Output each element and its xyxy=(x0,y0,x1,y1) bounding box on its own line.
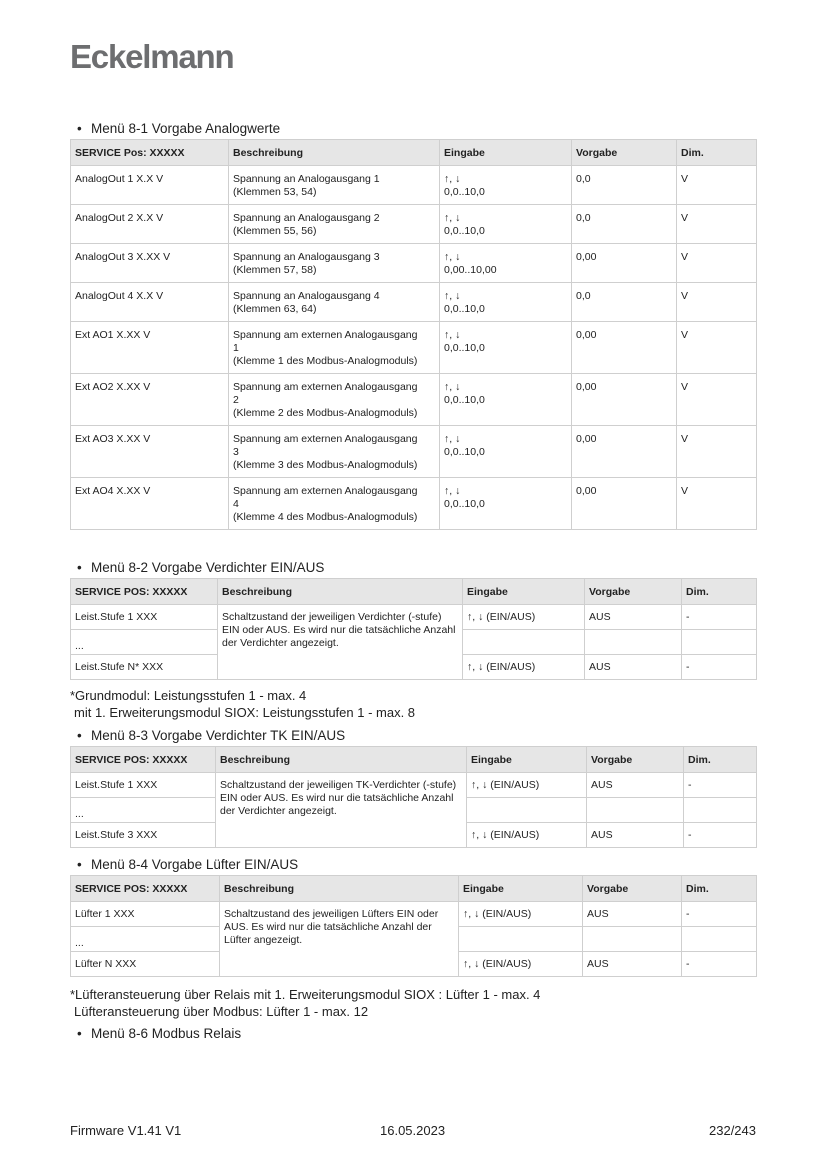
column-header-default: Vorgabe xyxy=(583,876,682,902)
table-row xyxy=(71,478,757,530)
cell-dim: V xyxy=(677,166,757,205)
cell-default: 0,00 xyxy=(572,374,677,426)
cell-dim: V xyxy=(677,205,757,244)
cell-pos: Leist.Stufe 1 XXX xyxy=(71,773,216,798)
cell-desc: Spannung am externen Analogausgang 4 (Klemme 4 des Modbus-Analogmoduls) xyxy=(229,478,440,530)
cell-input: ↑, ↓ (EIN/AUS) xyxy=(459,902,583,927)
note-compressor-2: mit 1. Erweiterungsmodul SIOX: Leistungsstufen 1 - max. 8 xyxy=(74,705,416,720)
cell-dim: V xyxy=(677,426,757,478)
section-heading-8-6 xyxy=(77,1026,241,1041)
column-header-input: Eingabe xyxy=(463,579,585,605)
cell-pos: ... xyxy=(71,630,218,655)
cell-default: 0,0 xyxy=(572,205,677,244)
cell-desc: Spannung am externen Analogausgang 1 (Klemme 1 des Modbus-Analogmoduls) xyxy=(229,322,440,374)
cell-input: ↑, ↓ (EIN/AUS) xyxy=(467,823,587,848)
cell-dim xyxy=(684,798,757,823)
section-heading-8-4 xyxy=(77,857,298,872)
cell-input xyxy=(459,927,583,952)
cell-input: ↑, ↓ 0,0..10,0 xyxy=(440,426,572,478)
cell-dim: - xyxy=(682,952,757,977)
cell-pos: AnalogOut 2 X.X V xyxy=(71,205,229,244)
column-header-default: Vorgabe xyxy=(587,747,684,773)
cell-input: ↑, ↓ (EIN/AUS) xyxy=(467,773,587,798)
cell-default: 0,00 xyxy=(572,478,677,530)
column-header-input: Eingabe xyxy=(467,747,587,773)
cell-desc: Spannung am externen Analogausgang 3 (Klemme 3 des Modbus-Analogmoduls) xyxy=(229,426,440,478)
bullet-icon: • xyxy=(77,1026,82,1041)
table-row xyxy=(71,205,757,244)
analog-values-table xyxy=(70,139,757,530)
heading-text: Menü 8-4 Vorgabe Lüfter EIN/AUS xyxy=(91,857,299,872)
column-header-desc: Beschreibung xyxy=(229,140,440,166)
cell-desc: Spannung an Analogausgang 2 (Klemmen 55, 56) xyxy=(229,205,440,244)
brand-logo: Eckelmann xyxy=(70,38,234,75)
table-header-row xyxy=(71,579,757,605)
cell-default: AUS xyxy=(585,605,682,630)
cell-desc: Schaltzustand der jeweiligen TK-Verdichter (-stufe) EIN oder AUS. Es wird nur die tatsächliche Anzahl der Verdichter angezeigt. xyxy=(216,773,467,848)
footer-date: 16.05.2023 xyxy=(380,1123,446,1138)
cell-pos: Ext AO1 X.XX V xyxy=(71,322,229,374)
cell-dim: V xyxy=(677,374,757,426)
cell-default: 0,0 xyxy=(572,166,677,205)
cell-default xyxy=(583,927,682,952)
cell-default: AUS xyxy=(587,773,684,798)
cell-pos: Lüfter 1 XXX xyxy=(71,902,220,927)
cell-dim: - xyxy=(684,773,757,798)
cell-input: ↑, ↓ (EIN/AUS) xyxy=(463,605,585,630)
bullet-icon: • xyxy=(77,728,82,743)
cell-dim: - xyxy=(682,655,757,680)
cell-pos: AnalogOut 3 X.XX V xyxy=(71,244,229,283)
cell-desc: Spannung an Analogausgang 3 (Klemmen 57, 58) xyxy=(229,244,440,283)
column-header-input: Eingabe xyxy=(459,876,583,902)
column-header-dim: Dim. xyxy=(684,747,757,773)
cell-dim xyxy=(682,630,757,655)
table-row xyxy=(71,322,757,374)
cell-dim: - xyxy=(684,823,757,848)
cell-input: ↑, ↓ 0,0..10,0 xyxy=(440,322,572,374)
section-heading-8-2 xyxy=(77,560,324,575)
bullet-icon: • xyxy=(77,121,82,136)
cell-input: ↑, ↓ (EIN/AUS) xyxy=(459,952,583,977)
note-fan-1: *Lüfteransteuerung über Relais mit 1. Erweiterungsmodul SIOX : Lüfter 1 - max. 4 xyxy=(70,987,541,1002)
column-header-dim: Dim. xyxy=(677,140,757,166)
note-fan-2: Lüfteransteuerung über Modbus: Lüfter 1 - max. 12 xyxy=(74,1004,369,1019)
fan-table xyxy=(70,875,757,977)
table-row xyxy=(71,902,757,927)
table-row xyxy=(71,374,757,426)
section-heading-8-3 xyxy=(77,728,345,743)
column-header-dim: Dim. xyxy=(682,579,757,605)
cell-input xyxy=(467,798,587,823)
table-row xyxy=(71,244,757,283)
heading-text: Menü 8-2 Vorgabe Verdichter EIN/AUS xyxy=(91,560,325,575)
cell-input xyxy=(463,630,585,655)
cell-input: ↑, ↓ (EIN/AUS) xyxy=(463,655,585,680)
bullet-icon: • xyxy=(77,857,82,872)
footer-firmware: Firmware V1.41 V1 xyxy=(70,1123,182,1138)
cell-default: 0,00 xyxy=(572,244,677,283)
column-header-dim: Dim. xyxy=(682,876,757,902)
cell-default xyxy=(587,798,684,823)
cell-dim: - xyxy=(682,605,757,630)
cell-default: AUS xyxy=(583,902,682,927)
cell-desc: Spannung an Analogausgang 4 (Klemmen 63, 64) xyxy=(229,283,440,322)
cell-dim xyxy=(682,927,757,952)
cell-dim: V xyxy=(677,244,757,283)
bullet-icon: • xyxy=(77,560,82,575)
section-heading-8-1 xyxy=(77,121,280,136)
cell-input: ↑, ↓ 0,0..10,0 xyxy=(440,205,572,244)
column-header-desc: Beschreibung xyxy=(216,747,467,773)
cell-input: ↑, ↓ 0,0..10,0 xyxy=(440,478,572,530)
cell-pos: Leist.Stufe 1 XXX xyxy=(71,605,218,630)
table-row xyxy=(71,773,757,798)
heading-text: Menü 8-1 Vorgabe Analogwerte xyxy=(91,121,281,136)
footer-page: 232/243 xyxy=(709,1123,756,1138)
cell-desc: Schaltzustand der jeweiligen Verdichter (-stufe) EIN oder AUS. Es wird nur die tatsächliche Anzahl der Verdichter angezeigt. xyxy=(218,605,463,680)
column-header-desc: Beschreibung xyxy=(220,876,459,902)
note-compressor-1: *Grundmodul: Leistungsstufen 1 - max. 4 xyxy=(70,688,307,703)
table-header-row xyxy=(71,140,757,166)
cell-default: AUS xyxy=(587,823,684,848)
cell-input: ↑, ↓ 0,0..10,0 xyxy=(440,374,572,426)
cell-dim: - xyxy=(682,902,757,927)
cell-pos: AnalogOut 1 X.X V xyxy=(71,166,229,205)
cell-desc: Spannung am externen Analogausgang 2 (Klemme 2 des Modbus-Analogmoduls) xyxy=(229,374,440,426)
column-header-pos: SERVICE Pos: XXXXX xyxy=(71,140,229,166)
cell-input: ↑, ↓ 0,0..10,0 xyxy=(440,283,572,322)
table-row xyxy=(71,426,757,478)
cell-default xyxy=(585,630,682,655)
compressor-tk-table xyxy=(70,746,757,848)
cell-default: AUS xyxy=(585,655,682,680)
cell-pos: Lüfter N XXX xyxy=(71,952,220,977)
cell-dim: V xyxy=(677,478,757,530)
column-header-default: Vorgabe xyxy=(572,140,677,166)
heading-text: Menü 8-6 Modbus Relais xyxy=(91,1026,242,1041)
cell-input: ↑, ↓ 0,00..10,00 xyxy=(440,244,572,283)
cell-pos: Ext AO4 X.XX V xyxy=(71,478,229,530)
cell-default: 0,00 xyxy=(572,426,677,478)
cell-input: ↑, ↓ 0,0..10,0 xyxy=(440,166,572,205)
cell-desc: Spannung an Analogausgang 1 (Klemmen 53, 54) xyxy=(229,166,440,205)
table-row xyxy=(71,605,757,630)
cell-pos: Leist.Stufe 3 XXX xyxy=(71,823,216,848)
column-header-default: Vorgabe xyxy=(585,579,682,605)
table-header-row xyxy=(71,747,757,773)
cell-pos: Leist.Stufe N* XXX xyxy=(71,655,218,680)
column-header-pos: SERVICE POS: XXXXX xyxy=(71,876,220,902)
column-header-pos: SERVICE POS: XXXXX xyxy=(71,747,216,773)
cell-pos: ... xyxy=(71,927,220,952)
cell-pos: Ext AO3 X.XX V xyxy=(71,426,229,478)
cell-default: 0,00 xyxy=(572,322,677,374)
column-header-pos: SERVICE POS: XXXXX xyxy=(71,579,218,605)
compressor-table xyxy=(70,578,757,680)
cell-dim: V xyxy=(677,322,757,374)
cell-default: 0,0 xyxy=(572,283,677,322)
cell-dim: V xyxy=(677,283,757,322)
cell-pos: Ext AO2 X.XX V xyxy=(71,374,229,426)
column-header-desc: Beschreibung xyxy=(218,579,463,605)
column-header-input: Eingabe xyxy=(440,140,572,166)
table-header-row xyxy=(71,876,757,902)
table-row xyxy=(71,283,757,322)
cell-default: AUS xyxy=(583,952,682,977)
cell-pos: AnalogOut 4 X.X V xyxy=(71,283,229,322)
cell-desc: Schaltzustand des jeweiligen Lüfters EIN oder AUS. Es wird nur die tatsächliche Anzahl der Lüfter angezeigt. xyxy=(220,902,459,977)
heading-text: Menü 8-3 Vorgabe Verdichter TK EIN/AUS xyxy=(91,728,346,743)
cell-pos: ... xyxy=(71,798,216,823)
table-row xyxy=(71,166,757,205)
